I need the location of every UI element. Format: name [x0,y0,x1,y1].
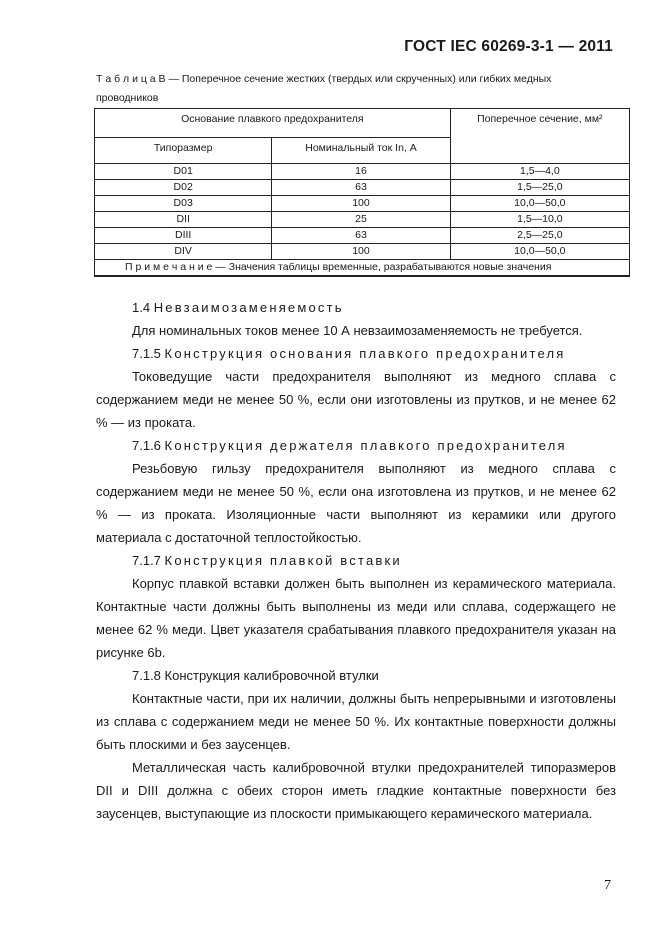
section-title: Конструкция держателя плавкого предохранителя [164,438,567,453]
cell-section: 1,5—25,0 [450,180,629,196]
section-number: 7.1.5 [132,346,161,361]
cell-section: 10,0—50,0 [450,196,629,212]
table-caption [96,70,616,108]
section-7-1-5-heading [96,342,616,365]
section-number: 7.1.6 [132,438,161,453]
table-note-label: П р и м е ч а н и е [125,261,213,273]
cell-size: DIII [95,228,272,244]
table-row [95,244,630,260]
section-7-1-7-heading [96,549,616,572]
header-size: Типоразмер [95,138,272,164]
cell-current: 63 [272,180,450,196]
cross-section-table [94,108,630,277]
document-header: ГОСТ IEC 60269-3-1 — 2011 [404,38,613,55]
table-note-row [95,260,630,277]
paragraph: Контактные части, при их наличии, должны быть непрерывными и изготовлены из сплава с содержанием меди не менее 50 %. Их контактные поверхности должны быть плоскими и без заусенцев. [96,691,616,752]
header-cross-section-text: Поперечное сечение, мм² [477,113,603,125]
paragraph: Токоведущие части предохранителя выполняют из медного сплава с содержанием меди не менее 50 %, если они изготовлены из прутков, и не менее 62 % — из проката. [96,369,616,430]
page-number: 7 [604,878,611,893]
table-row [95,228,630,244]
body-text [96,296,616,825]
header-rated-current: Номинальный ток In, А [272,138,450,164]
header-cross-section [450,109,629,164]
cell-size: D01 [95,164,272,180]
header-fuse-base: Основание плавкого предохранителя [95,109,451,138]
section-number: 1.4 [132,300,151,315]
cell-size: D02 [95,180,272,196]
paragraph: Металлическая часть калибровочной втулки предохранителей типоразмеров DII и DIII должна с обеих сторон иметь гладкие контактные поверхности без заусенцев, выступающие из плоскости примыкающего керамического материала. [96,760,616,821]
cell-size: D03 [95,196,272,212]
table-caption-text: B — Поперечное сечение жестких (твердых или скрученных) или гибких медных проводников [96,73,552,104]
section-7-1-6-heading [96,434,616,457]
cell-current: 100 [272,244,450,260]
cell-size: DII [95,212,272,228]
cell-current: 100 [272,196,450,212]
cell-section: 1,5—10,0 [450,212,629,228]
cell-size: DIV [95,244,272,260]
table-row [95,180,630,196]
section-title: Конструкция плавкой вставки [164,553,402,568]
cell-current: 25 [272,212,450,228]
paragraph: Корпус плавкой вставки должен быть выполнен из керамического материала. Контактные части должны быть выполнены из меди или сплава, содержащего не менее 62 % меди. Цвет указателя срабатывания плавкого предохранителя указан на рисунке 6b. [96,576,616,660]
table-row [95,164,630,180]
section-7-1-8-heading: 7.1.8 Конструкция калибровочной втулки [132,668,379,683]
table-row [95,196,630,212]
cell-section: 10,0—50,0 [450,244,629,260]
section-title: Конструкция основания плавкого предохранителя [164,346,566,361]
cell-current: 16 [272,164,450,180]
table-note-text: — Значения таблицы временные, разрабатываются новые значения [212,261,552,273]
cell-current: 63 [272,228,450,244]
paragraph: Для номинальных токов менее 10 А невзаимозаменяемость не требуется. [132,323,583,338]
table-note [95,260,630,277]
table-row [95,212,630,228]
section-number: 7.1.7 [132,553,161,568]
table-caption-label: Т а б л и ц а [96,73,156,85]
section-1-4-heading [96,296,616,319]
cell-section: 1,5—4,0 [450,164,629,180]
section-title: Невзаимозаменяемость [153,300,344,315]
cell-section: 2,5—25,0 [450,228,629,244]
paragraph: Резьбовую гильзу предохранителя выполняют из медного сплава с содержанием меди не менее 50 %, если она изготовлена из прутков, и не менее 62 % — из проката. Изоляционные части выполняют из керамики или другого материала с достаточной теплостойкостью. [96,461,616,545]
